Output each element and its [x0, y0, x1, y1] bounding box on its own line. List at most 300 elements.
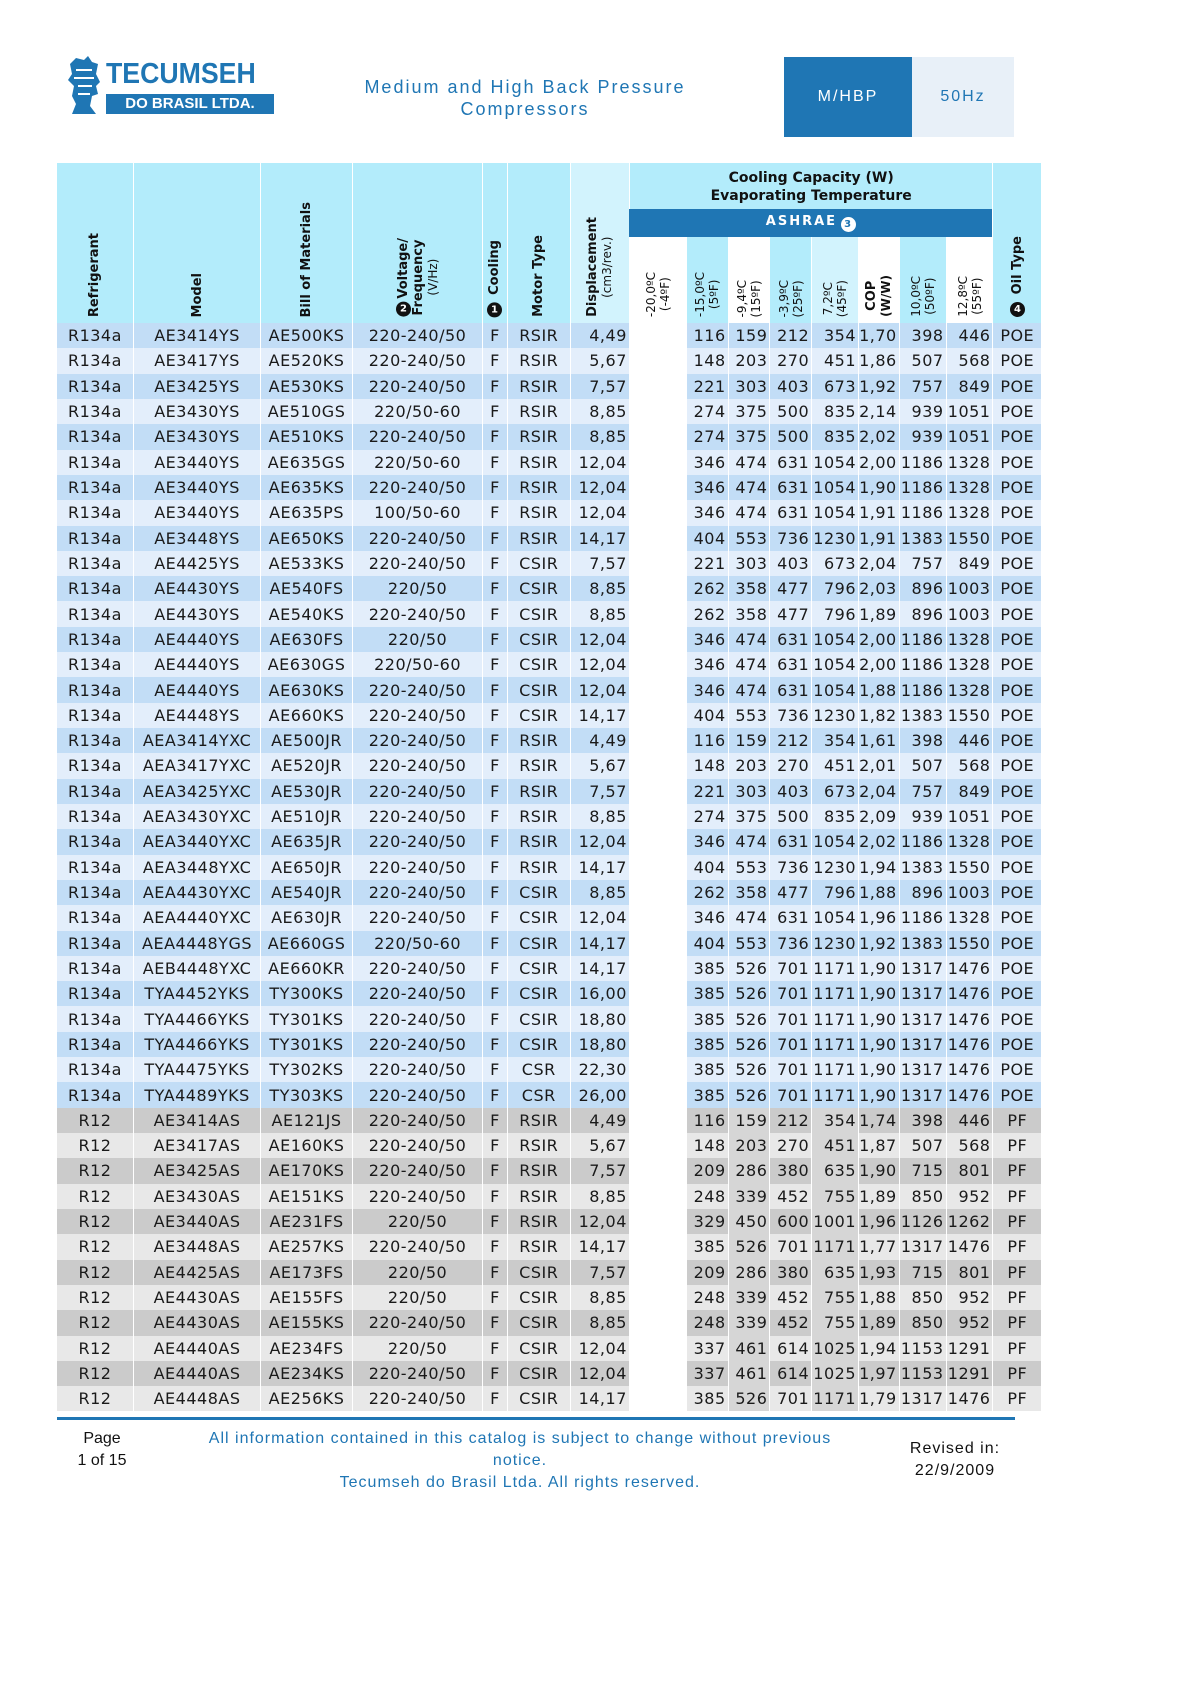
table-cell: CSIR — [507, 1310, 570, 1335]
table-row — [57, 526, 1041, 551]
table-cell: CSIR — [507, 1386, 570, 1411]
table-cell: 220-240/50 — [352, 1082, 482, 1107]
table-cell: RSIR — [507, 475, 570, 500]
table-cell: R134a — [57, 703, 133, 728]
table-cell: AE4440YS — [133, 677, 260, 702]
table-cell: AE3414YS — [133, 323, 260, 348]
table-cell: 631 — [770, 450, 812, 475]
table-cell: 1317 — [899, 1234, 946, 1259]
table-cell: 1328 — [946, 652, 993, 677]
table-cell: 474 — [728, 500, 770, 525]
table-cell: 1,61 — [859, 728, 900, 753]
table-cell: 148 — [686, 1133, 728, 1158]
table-cell: F — [483, 804, 507, 829]
table-cell: AE4430AS — [133, 1310, 260, 1335]
table-cell: AE4448YS — [133, 703, 260, 728]
table-cell: RSIR — [507, 1209, 570, 1234]
note-3-icon: 3 — [841, 217, 856, 232]
table-cell: 1476 — [946, 1006, 993, 1031]
table-cell: 1,92 — [859, 374, 900, 399]
table-cell: 526 — [728, 981, 770, 1006]
table-cell: 631 — [770, 905, 812, 930]
table-cell: 220-240/50 — [352, 1006, 482, 1031]
table-cell: F — [483, 1158, 507, 1183]
table-cell: 220-240/50 — [352, 753, 482, 778]
table-cell: 220/50 — [352, 1260, 482, 1285]
table-cell: AE660GS — [261, 931, 353, 956]
table-cell: 248 — [686, 1285, 728, 1310]
table-cell: AE234FS — [261, 1336, 353, 1361]
table-cell: 1171 — [812, 1234, 859, 1259]
table-cell: 274 — [686, 804, 728, 829]
table-cell — [629, 1260, 686, 1285]
table-row — [57, 703, 1041, 728]
tecumseh-logo — [66, 56, 276, 118]
table-row — [57, 475, 1041, 500]
table-cell: 526 — [728, 1006, 770, 1031]
table-cell: AE4430AS — [133, 1285, 260, 1310]
table-cell: 116 — [686, 323, 728, 348]
table-cell: 385 — [686, 981, 728, 1006]
table-cell: POE — [993, 703, 1041, 728]
table-cell: PF — [993, 1209, 1041, 1234]
table-cell: 262 — [686, 576, 728, 601]
table-cell: 1,90 — [859, 956, 900, 981]
table-cell: 346 — [686, 627, 728, 652]
table-cell: 1054 — [812, 500, 859, 525]
table-cell: AE160KS — [261, 1133, 353, 1158]
revised-date: 22/9/2009 — [914, 1462, 996, 1479]
table-cell: 757 — [899, 779, 946, 804]
table-cell: CSR — [507, 1057, 570, 1082]
table-cell: POE — [993, 627, 1041, 652]
header-temp-7: 12,8ºC (55ºF) — [946, 237, 993, 323]
table-cell: 631 — [770, 500, 812, 525]
table-cell: 8,85 — [570, 1285, 629, 1310]
table-cell: R134a — [57, 450, 133, 475]
revised-label: Revised in: — [909, 1440, 1001, 1457]
table-cell: AE4430YS — [133, 576, 260, 601]
table-cell: RSIR — [507, 753, 570, 778]
table-cell: 1317 — [899, 1057, 946, 1082]
table-cell: F — [483, 323, 507, 348]
table-row — [57, 1209, 1041, 1234]
table-cell: 398 — [899, 323, 946, 348]
table-cell — [629, 1336, 686, 1361]
page-count: 1 of 15 — [77, 1452, 127, 1469]
table-cell: 375 — [728, 424, 770, 449]
table-cell: 526 — [728, 1032, 770, 1057]
table-cell: 337 — [686, 1361, 728, 1386]
table-cell: POE — [993, 880, 1041, 905]
table-cell: 451 — [812, 348, 859, 373]
table-cell: 1291 — [946, 1336, 993, 1361]
table-cell: 159 — [728, 323, 770, 348]
table-cell — [629, 450, 686, 475]
table-cell: 1186 — [899, 627, 946, 652]
table-cell: POE — [993, 931, 1041, 956]
table-cell: AE173FS — [261, 1260, 353, 1285]
table-cell — [629, 931, 686, 956]
table-body — [57, 323, 1041, 1411]
table-cell: 403 — [770, 374, 812, 399]
table-cell: 220/50 — [352, 1209, 482, 1234]
table-cell: 209 — [686, 1158, 728, 1183]
table-row — [57, 1310, 1041, 1335]
table-cell: R12 — [57, 1336, 133, 1361]
table-cell: 835 — [812, 804, 859, 829]
table-cell: 2,09 — [859, 804, 900, 829]
table-cell: AEB4448YXC — [133, 956, 260, 981]
table-cell: 385 — [686, 1057, 728, 1082]
table-cell: 286 — [728, 1158, 770, 1183]
table-cell: PF — [993, 1310, 1041, 1335]
table-cell: AE3414AS — [133, 1108, 260, 1133]
table-cell: 346 — [686, 450, 728, 475]
table-cell: 1383 — [899, 526, 946, 551]
table-cell: RSIR — [507, 526, 570, 551]
table-cell — [629, 1184, 686, 1209]
table-cell: 116 — [686, 728, 728, 753]
table-cell: PF — [993, 1234, 1041, 1259]
table-cell: CSIR — [507, 551, 570, 576]
table-cell — [629, 753, 686, 778]
table-cell: 12,04 — [570, 475, 629, 500]
table-cell: 474 — [728, 475, 770, 500]
table-cell: 203 — [728, 753, 770, 778]
table-cell: POE — [993, 956, 1041, 981]
table-cell: TYA4475YKS — [133, 1057, 260, 1082]
table-cell: 8,85 — [570, 804, 629, 829]
table-cell: R134a — [57, 956, 133, 981]
table-cell: R12 — [57, 1158, 133, 1183]
table-cell: CSIR — [507, 905, 570, 930]
table-cell: R12 — [57, 1386, 133, 1411]
table-cell: 2,14 — [859, 399, 900, 424]
table-cell: 1,86 — [859, 348, 900, 373]
table-cell: R134a — [57, 1006, 133, 1031]
table-cell: AE4440AS — [133, 1361, 260, 1386]
table-cell: 614 — [770, 1336, 812, 1361]
table-cell: 1550 — [946, 526, 993, 551]
table-cell — [629, 1082, 686, 1107]
table-cell — [629, 779, 686, 804]
table-cell: 507 — [899, 1133, 946, 1158]
logo-subtitle: DO BRASIL LTDA. — [125, 95, 255, 112]
table-cell: F — [483, 677, 507, 702]
table-cell: PF — [993, 1336, 1041, 1361]
table-cell: 1317 — [899, 1032, 946, 1057]
table-cell: 631 — [770, 677, 812, 702]
table-cell: 701 — [770, 1234, 812, 1259]
table-cell: 1,94 — [859, 1336, 900, 1361]
table-cell: 354 — [812, 323, 859, 348]
table-cell: R12 — [57, 1260, 133, 1285]
table-cell: 274 — [686, 424, 728, 449]
table-cell: 1230 — [812, 855, 859, 880]
table-cell: 270 — [770, 1133, 812, 1158]
table-cell: RSIR — [507, 1108, 570, 1133]
table-cell: F — [483, 905, 507, 930]
table-cell: AE520KS — [261, 348, 353, 373]
table-cell: 507 — [899, 348, 946, 373]
table-cell: 7,57 — [570, 779, 629, 804]
table-cell: F — [483, 424, 507, 449]
table-cell — [629, 424, 686, 449]
table-cell: 1,70 — [859, 323, 900, 348]
table-row — [57, 1361, 1041, 1386]
table-cell: AE533KS — [261, 551, 353, 576]
table-cell: R134a — [57, 627, 133, 652]
table-cell: POE — [993, 677, 1041, 702]
table-cell: AE530KS — [261, 374, 353, 399]
table-cell: 375 — [728, 804, 770, 829]
table-row — [57, 1158, 1041, 1183]
table-row — [57, 1184, 1041, 1209]
table-cell: 755 — [812, 1310, 859, 1335]
header-bom: Bill of Materials — [261, 163, 353, 323]
table-cell: 220-240/50 — [352, 1310, 482, 1335]
table-cell: F — [483, 981, 507, 1006]
table-cell — [629, 1209, 686, 1234]
table-cell: POE — [993, 981, 1041, 1006]
table-cell: 1051 — [946, 424, 993, 449]
table-cell: 262 — [686, 601, 728, 626]
table-cell: F — [483, 1310, 507, 1335]
table-cell: CSIR — [507, 601, 570, 626]
table-cell: 5,67 — [570, 753, 629, 778]
table-cell: 1186 — [899, 677, 946, 702]
table-cell: 701 — [770, 1082, 812, 1107]
header-temp-4: -3,9ºC (25ºF) — [770, 237, 812, 323]
table-cell: 220-240/50 — [352, 728, 482, 753]
table-cell: 262 — [686, 880, 728, 905]
table-cell: 1550 — [946, 855, 993, 880]
table-cell: 736 — [770, 703, 812, 728]
table-row — [57, 1082, 1041, 1107]
table-cell: 18,80 — [570, 1032, 629, 1057]
table-cell: AE540KS — [261, 601, 353, 626]
table-cell: AE520JR — [261, 753, 353, 778]
table-cell: 1054 — [812, 627, 859, 652]
table-cell: 1,92 — [859, 931, 900, 956]
table-cell: R134a — [57, 829, 133, 854]
table-cell — [629, 829, 686, 854]
table-cell: 849 — [946, 374, 993, 399]
table-cell: 220-240/50 — [352, 677, 482, 702]
table-cell: R12 — [57, 1108, 133, 1133]
table-cell: 16,00 — [570, 981, 629, 1006]
table-cell: 1383 — [899, 855, 946, 880]
table-cell: 220-240/50 — [352, 374, 482, 399]
table-cell: 446 — [946, 1108, 993, 1133]
table-cell: 220-240/50 — [352, 905, 482, 930]
table-cell: 7,57 — [570, 1158, 629, 1183]
table-cell: POE — [993, 804, 1041, 829]
table-cell: 796 — [812, 880, 859, 905]
table-cell: 12,04 — [570, 500, 629, 525]
table-cell: 1328 — [946, 905, 993, 930]
table-cell: PF — [993, 1158, 1041, 1183]
table-cell: F — [483, 1108, 507, 1133]
table-cell: AE3430AS — [133, 1184, 260, 1209]
table-cell: CSIR — [507, 1336, 570, 1361]
table-cell: 286 — [728, 1260, 770, 1285]
table-cell: POE — [993, 450, 1041, 475]
table-cell: 220/50-60 — [352, 931, 482, 956]
table-cell — [629, 1006, 686, 1031]
table-cell — [629, 1361, 686, 1386]
table-cell: CSIR — [507, 1361, 570, 1386]
table-cell: 2,04 — [859, 551, 900, 576]
table-cell: 116 — [686, 1108, 728, 1133]
table-cell — [629, 1158, 686, 1183]
table-cell: 385 — [686, 1234, 728, 1259]
table-cell: AE635JR — [261, 829, 353, 854]
table-cell: 1,88 — [859, 1285, 900, 1310]
table-cell: F — [483, 500, 507, 525]
table-cell: PF — [993, 1260, 1041, 1285]
table-cell: 1230 — [812, 703, 859, 728]
table-row — [57, 1108, 1041, 1133]
table-cell: 1,90 — [859, 1006, 900, 1031]
table-cell: AE530JR — [261, 779, 353, 804]
header-refrigerant: Refrigerant — [57, 163, 133, 323]
table-cell: 220-240/50 — [352, 1133, 482, 1158]
table-cell: 2,02 — [859, 829, 900, 854]
table-cell: 1476 — [946, 1032, 993, 1057]
table-cell: 5,67 — [570, 1133, 629, 1158]
table-cell: 220-240/50 — [352, 981, 482, 1006]
table-cell: 1171 — [812, 956, 859, 981]
table-cell: 14,17 — [570, 931, 629, 956]
table-cell: 1171 — [812, 1082, 859, 1107]
table-cell: 12,04 — [570, 677, 629, 702]
table-cell: F — [483, 1285, 507, 1310]
table-cell: 270 — [770, 348, 812, 373]
table-cell: 801 — [946, 1260, 993, 1285]
table-cell: 1,91 — [859, 526, 900, 551]
table-cell: RSIR — [507, 855, 570, 880]
table-cell: 1054 — [812, 450, 859, 475]
table-cell: AE155FS — [261, 1285, 353, 1310]
table-cell — [629, 804, 686, 829]
table-cell: 796 — [812, 601, 859, 626]
table-cell: 346 — [686, 500, 728, 525]
table-cell: 8,85 — [570, 1184, 629, 1209]
table-cell: F — [483, 1057, 507, 1082]
table-cell: 1186 — [899, 475, 946, 500]
table-cell: 1054 — [812, 475, 859, 500]
table-cell: 500 — [770, 424, 812, 449]
table-cell: AEA3425YXC — [133, 779, 260, 804]
table-cell: 1550 — [946, 931, 993, 956]
table-cell: F — [483, 1209, 507, 1234]
table-cell: AE170KS — [261, 1158, 353, 1183]
table-cell: 220-240/50 — [352, 348, 482, 373]
header-cooling: 1 Cooling — [483, 163, 507, 323]
table-cell: R134a — [57, 374, 133, 399]
table-cell: 1,82 — [859, 703, 900, 728]
table-cell: POE — [993, 1057, 1041, 1082]
table-cell: 358 — [728, 880, 770, 905]
header-temp-5: 7,2ºC (45ºF) — [812, 237, 859, 323]
table-cell: 8,85 — [570, 399, 629, 424]
table-row — [57, 728, 1041, 753]
table-cell: 385 — [686, 1006, 728, 1031]
table-cell: CSIR — [507, 981, 570, 1006]
table-cell: 1,89 — [859, 1184, 900, 1209]
table-cell: 1051 — [946, 399, 993, 424]
table-cell: 1,94 — [859, 855, 900, 880]
table-cell: 600 — [770, 1209, 812, 1234]
table-cell: 403 — [770, 779, 812, 804]
table-cell: POE — [993, 475, 1041, 500]
table-cell: TYA4452YKS — [133, 981, 260, 1006]
table-cell: 220-240/50 — [352, 1386, 482, 1411]
table-cell: 220-240/50 — [352, 1032, 482, 1057]
table-cell: 461 — [728, 1336, 770, 1361]
table-cell: AE4448AS — [133, 1386, 260, 1411]
table-cell: 274 — [686, 399, 728, 424]
table-cell: 631 — [770, 627, 812, 652]
table-cell: 8,85 — [570, 424, 629, 449]
table-cell: AE155KS — [261, 1310, 353, 1335]
table-cell: 939 — [899, 424, 946, 449]
table-cell: 8,85 — [570, 601, 629, 626]
table-cell: 1171 — [812, 1057, 859, 1082]
table-cell: 148 — [686, 348, 728, 373]
table-cell: F — [483, 703, 507, 728]
table-cell: F — [483, 829, 507, 854]
table-cell: 1,93 — [859, 1260, 900, 1285]
table-cell: F — [483, 475, 507, 500]
table-cell: 1,88 — [859, 677, 900, 702]
table-cell: 850 — [899, 1184, 946, 1209]
table-cell: 939 — [899, 399, 946, 424]
table-row — [57, 399, 1041, 424]
table-cell: 8,85 — [570, 576, 629, 601]
table-cell: 380 — [770, 1158, 812, 1183]
table-cell: 1054 — [812, 652, 859, 677]
table-cell: POE — [993, 374, 1041, 399]
table-row — [57, 1032, 1041, 1057]
table-cell: 1,90 — [859, 1057, 900, 1082]
header-cooling-capacity: Cooling Capacity (W) Evaporating Temperature — [629, 163, 993, 209]
table-cell: 1,96 — [859, 905, 900, 930]
header-temp-3: -9,4ºC (15ºF) — [728, 237, 770, 323]
table-cell: 159 — [728, 1108, 770, 1133]
table-cell: 5,67 — [570, 348, 629, 373]
table-cell: R134a — [57, 424, 133, 449]
table-cell: R134a — [57, 500, 133, 525]
table-cell: F — [483, 779, 507, 804]
table-cell: 553 — [728, 703, 770, 728]
table-cell: 7,57 — [570, 1260, 629, 1285]
table-cell: AE3430YS — [133, 399, 260, 424]
table-cell: F — [483, 551, 507, 576]
table-cell: 8,85 — [570, 1310, 629, 1335]
table-cell: 18,80 — [570, 1006, 629, 1031]
table-cell: 1328 — [946, 450, 993, 475]
table-cell: POE — [993, 728, 1041, 753]
table-row — [57, 981, 1041, 1006]
note-4-icon: 4 — [1010, 302, 1025, 317]
table-cell: POE — [993, 500, 1041, 525]
table-cell: F — [483, 1386, 507, 1411]
table-cell: 12,04 — [570, 1336, 629, 1361]
table-row — [57, 855, 1041, 880]
